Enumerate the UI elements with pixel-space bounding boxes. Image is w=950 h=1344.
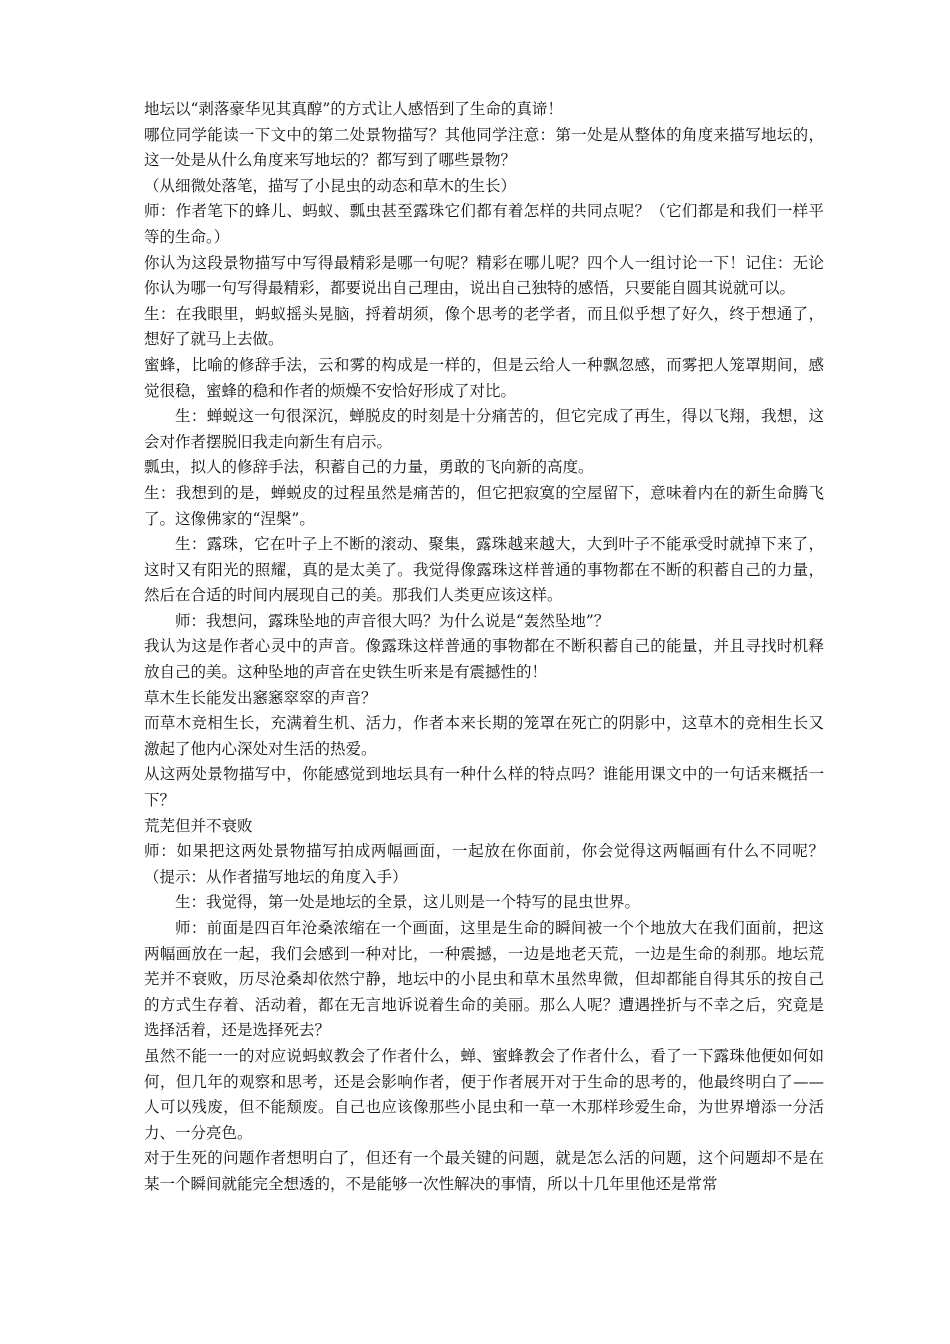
- paragraph: 你认为这段景物描写中写得最精彩是哪一句呢？精彩在哪儿呢？四个人一组讨论一下！记住：无论你认为哪一句写得最精彩，都要说出自己理由，说出自己独特的感悟，只要能自圆其说就可以。: [144, 253, 824, 298]
- paragraph: 蜜蜂，比喻的修辞手法，云和雾的构成是一样的，但是云给人一种飘忽感，而雾把人笼罩期间，感觉很稳，蜜蜂的稳和作者的烦燥不安恰好形成了对比。: [144, 355, 824, 400]
- paragraph: 虽然不能一一的对应说蚂蚁教会了作者什么，蝉、蜜蜂教会了作者什么，看了一下露珠他便如何如何，但几年的观察和思考，还是会影响作者，便于作者展开对于生命的思考的，他最终明白了——人可以残废，但不能颓废。自己也应该像那些小昆虫和一草一木那样珍爱生命，为世界增添一分活力、一分亮色。: [144, 1046, 824, 1142]
- paragraph: （从细微处落笔，描写了小昆虫的动态和草木的生长）: [144, 176, 517, 195]
- paragraph: 生：我想到的是，蝉蜕皮的过程虽然是痛苦的，但它把寂寞的空屋留下，意味着内在的新生命腾飞了。这像佛家的“涅槃”。: [144, 483, 824, 528]
- paragraph: 从这两处景物描写中，你能感觉到地坛具有一种什么样的特点吗？谁能用课文中的一句话来概括一下？: [144, 765, 824, 810]
- paragraph: 师：作者笔下的蜂儿、蚂蚁、瓢虫甚至露珠它们都有着怎样的共同点呢？（它们都是和我们一样平等的生命。）: [144, 202, 824, 246]
- paragraph: 草木生长能发出窸窸窣窣的声音？: [144, 688, 377, 707]
- paragraph: 而草木竞相生长，充满着生机、活力，作者本来长期的笼罩在死亡的阴影中，这草木的竞相生长又激起了他内心深处对生活的热爱。: [144, 714, 824, 758]
- paragraph: 地坛以“剥落豪华见其真醇”的方式让人感悟到了生命的真谛！: [144, 100, 563, 118]
- paragraph: 生：在我眼里，蚂蚁摇头晃脑，捋着胡须，像个思考的老学者，而且似乎想了好久，终于想通了，想好了就马上去做。: [144, 304, 824, 349]
- paragraph: 生：露珠，它在叶子上不断的滚动、聚集，露珠越来越大，大到叶子不能承受时就掉下来了，这时又有阳光的照耀，真的是太美了。我觉得像露珠这样普通的事物都在不断的积蓄自己的力量，然后在合适的时间内展现自己的美。那我们人类更应该这样。: [144, 535, 824, 605]
- paragraph: 瓢虫，拟人的修辞手法，积蓄自己的力量，勇敢的飞向新的高度。: [144, 458, 594, 477]
- paragraph: 生：我觉得，第一处是地坛的全景，这儿则是一个特写的昆虫世界。: [175, 893, 641, 912]
- paragraph: 师：如果把这两处景物描写拍成两幅画面，一起放在你面前，你会觉得这两幅画有什么不同呢？（提示：从作者描写地坛的角度入手）: [144, 842, 824, 886]
- paragraph: 师：前面是四百年沧桑浓缩在一个画面，这里是生命的瞬间被一个个地放大在我们面前，把这两幅画放在一起，我们会感到一种对比，一种震撼，一边是地老天荒，一边是生命的刹那。地坛荒芜并不衰败，历尽沧桑却依然宁静，地坛中的小昆虫和草木虽然卑微，但却都能自得其乐的按自己的方式生存着、活动着，都在无言地诉说着生命的美丽。那么人呢？遭遇挫折与不幸之后，究竟是选择活着，还是选择死去？: [144, 919, 824, 1040]
- paragraph: 师：我想问，露珠坠地的声音很大吗？为什么说是“轰然坠地”？: [175, 611, 610, 630]
- paragraph: 我认为这是作者心灵中的声音。像露珠这样普通的事物都在不断积蓄自己的能量，并且寻找时机释放自己的美。这种坠地的声音在史铁生听来是有震撼性的！: [144, 637, 824, 682]
- paragraph: 荒芜但并不衰败: [144, 816, 253, 835]
- paragraph: 哪位同学能读一下文中的第二处景物描写？其他同学注意：第一处是从整体的角度来描写地坛的，这一处是从什么角度来写地坛的？都写到了哪些景物？: [144, 125, 824, 170]
- document-body: [144, 97, 824, 1198]
- paragraph: 对于生死的问题作者想明白了，但还有一个最关键的问题，就是怎么活的问题，这个问题却不是在某一个瞬间就能完全想透的，不是能够一次性解决的事情，所以十几年里他还是常常: [144, 1149, 824, 1193]
- paragraph: 生：蝉蜕这一句很深沉，蝉脱皮的时刻是十分痛苦的，但它完成了再生，得以飞翔，我想，这会对作者摆脱旧我走向新生有启示。: [144, 407, 824, 451]
